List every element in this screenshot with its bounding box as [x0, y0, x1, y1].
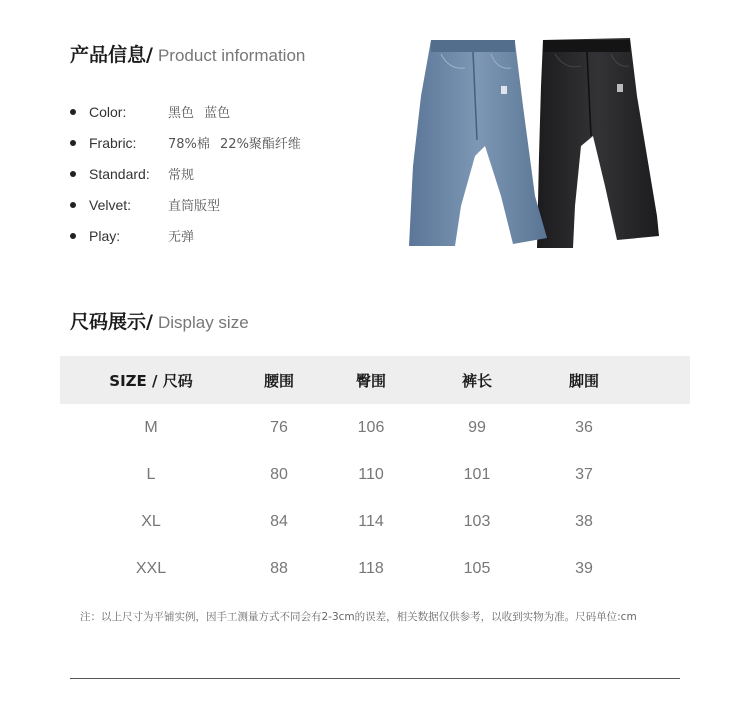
size-display-title	[70, 307, 249, 334]
table-cell: 36	[575, 418, 593, 436]
info-value: 直筒版型	[168, 199, 221, 214]
product-info-title-zh: 产品信息/	[70, 44, 153, 66]
header-length: 裤长	[461, 371, 492, 390]
info-label: Frabric:	[89, 134, 137, 151]
table-cell: 80	[270, 465, 288, 483]
product-info-title	[70, 40, 305, 67]
info-item-velvet	[70, 189, 390, 220]
table-cell: 103	[463, 512, 491, 530]
size-table-header	[60, 356, 690, 404]
measurement-note: 注：以上尺寸为平铺实例，因手工测量方式不同会有2-3cm的误差，相关数据仅供参考，以收到实物为准。尺码单位:cm	[80, 611, 637, 623]
table-cell: 84	[270, 512, 288, 530]
info-item-play	[70, 220, 390, 251]
table-cell: 110	[358, 465, 384, 483]
table-row	[60, 498, 690, 545]
bullet-icon	[70, 140, 76, 146]
info-item-standard	[70, 158, 390, 189]
bullet-icon	[70, 109, 76, 115]
info-value: 常规	[168, 168, 195, 183]
info-label: Play:	[89, 227, 121, 244]
product-info-list	[70, 96, 390, 251]
table-cell: 106	[357, 418, 385, 436]
blue-jeans	[409, 40, 547, 246]
header-size: SIZE / 尺码	[109, 371, 193, 390]
info-label: Color:	[89, 103, 127, 120]
table-cell: 39	[575, 559, 593, 577]
table-cell: 37	[575, 465, 593, 483]
table-cell: 99	[468, 418, 486, 436]
table-cell: 101	[463, 465, 491, 483]
info-item-color	[70, 96, 390, 127]
bullet-icon	[70, 202, 76, 208]
product-info-title-en: Product information	[157, 46, 306, 65]
info-value: 无弹	[168, 230, 195, 245]
header-waist: 腰围	[263, 371, 294, 390]
table-cell: 114	[358, 512, 384, 530]
bullet-icon	[70, 233, 76, 239]
table-cell: XL	[141, 512, 161, 530]
size-display-title-en: Display size	[157, 313, 249, 332]
info-item-fabric	[70, 127, 390, 158]
table-cell: M	[144, 418, 158, 436]
size-table	[60, 356, 690, 592]
table-cell: XXL	[135, 559, 167, 577]
table-cell: L	[146, 465, 156, 483]
table-row	[60, 451, 690, 498]
table-cell: 105	[463, 559, 491, 577]
jeans-product-image	[405, 36, 670, 254]
table-cell: 76	[270, 418, 288, 436]
table-row	[60, 545, 690, 592]
header-hip: 臀围	[355, 371, 386, 390]
info-label: Velvet:	[89, 196, 132, 213]
table-cell: 118	[358, 559, 384, 577]
bullet-icon	[70, 171, 76, 177]
info-value: 黑色 蓝色	[168, 106, 231, 121]
black-jeans	[537, 38, 659, 248]
info-label: Standard:	[89, 165, 150, 182]
size-display-title-zh: 尺码展示/	[70, 311, 153, 333]
info-value: 78%棉 22%聚酯纤维	[168, 137, 301, 152]
divider	[70, 678, 680, 679]
table-row	[60, 404, 690, 451]
table-cell: 38	[575, 512, 593, 530]
header-hem: 脚围	[568, 371, 599, 390]
table-cell: 88	[270, 559, 288, 577]
